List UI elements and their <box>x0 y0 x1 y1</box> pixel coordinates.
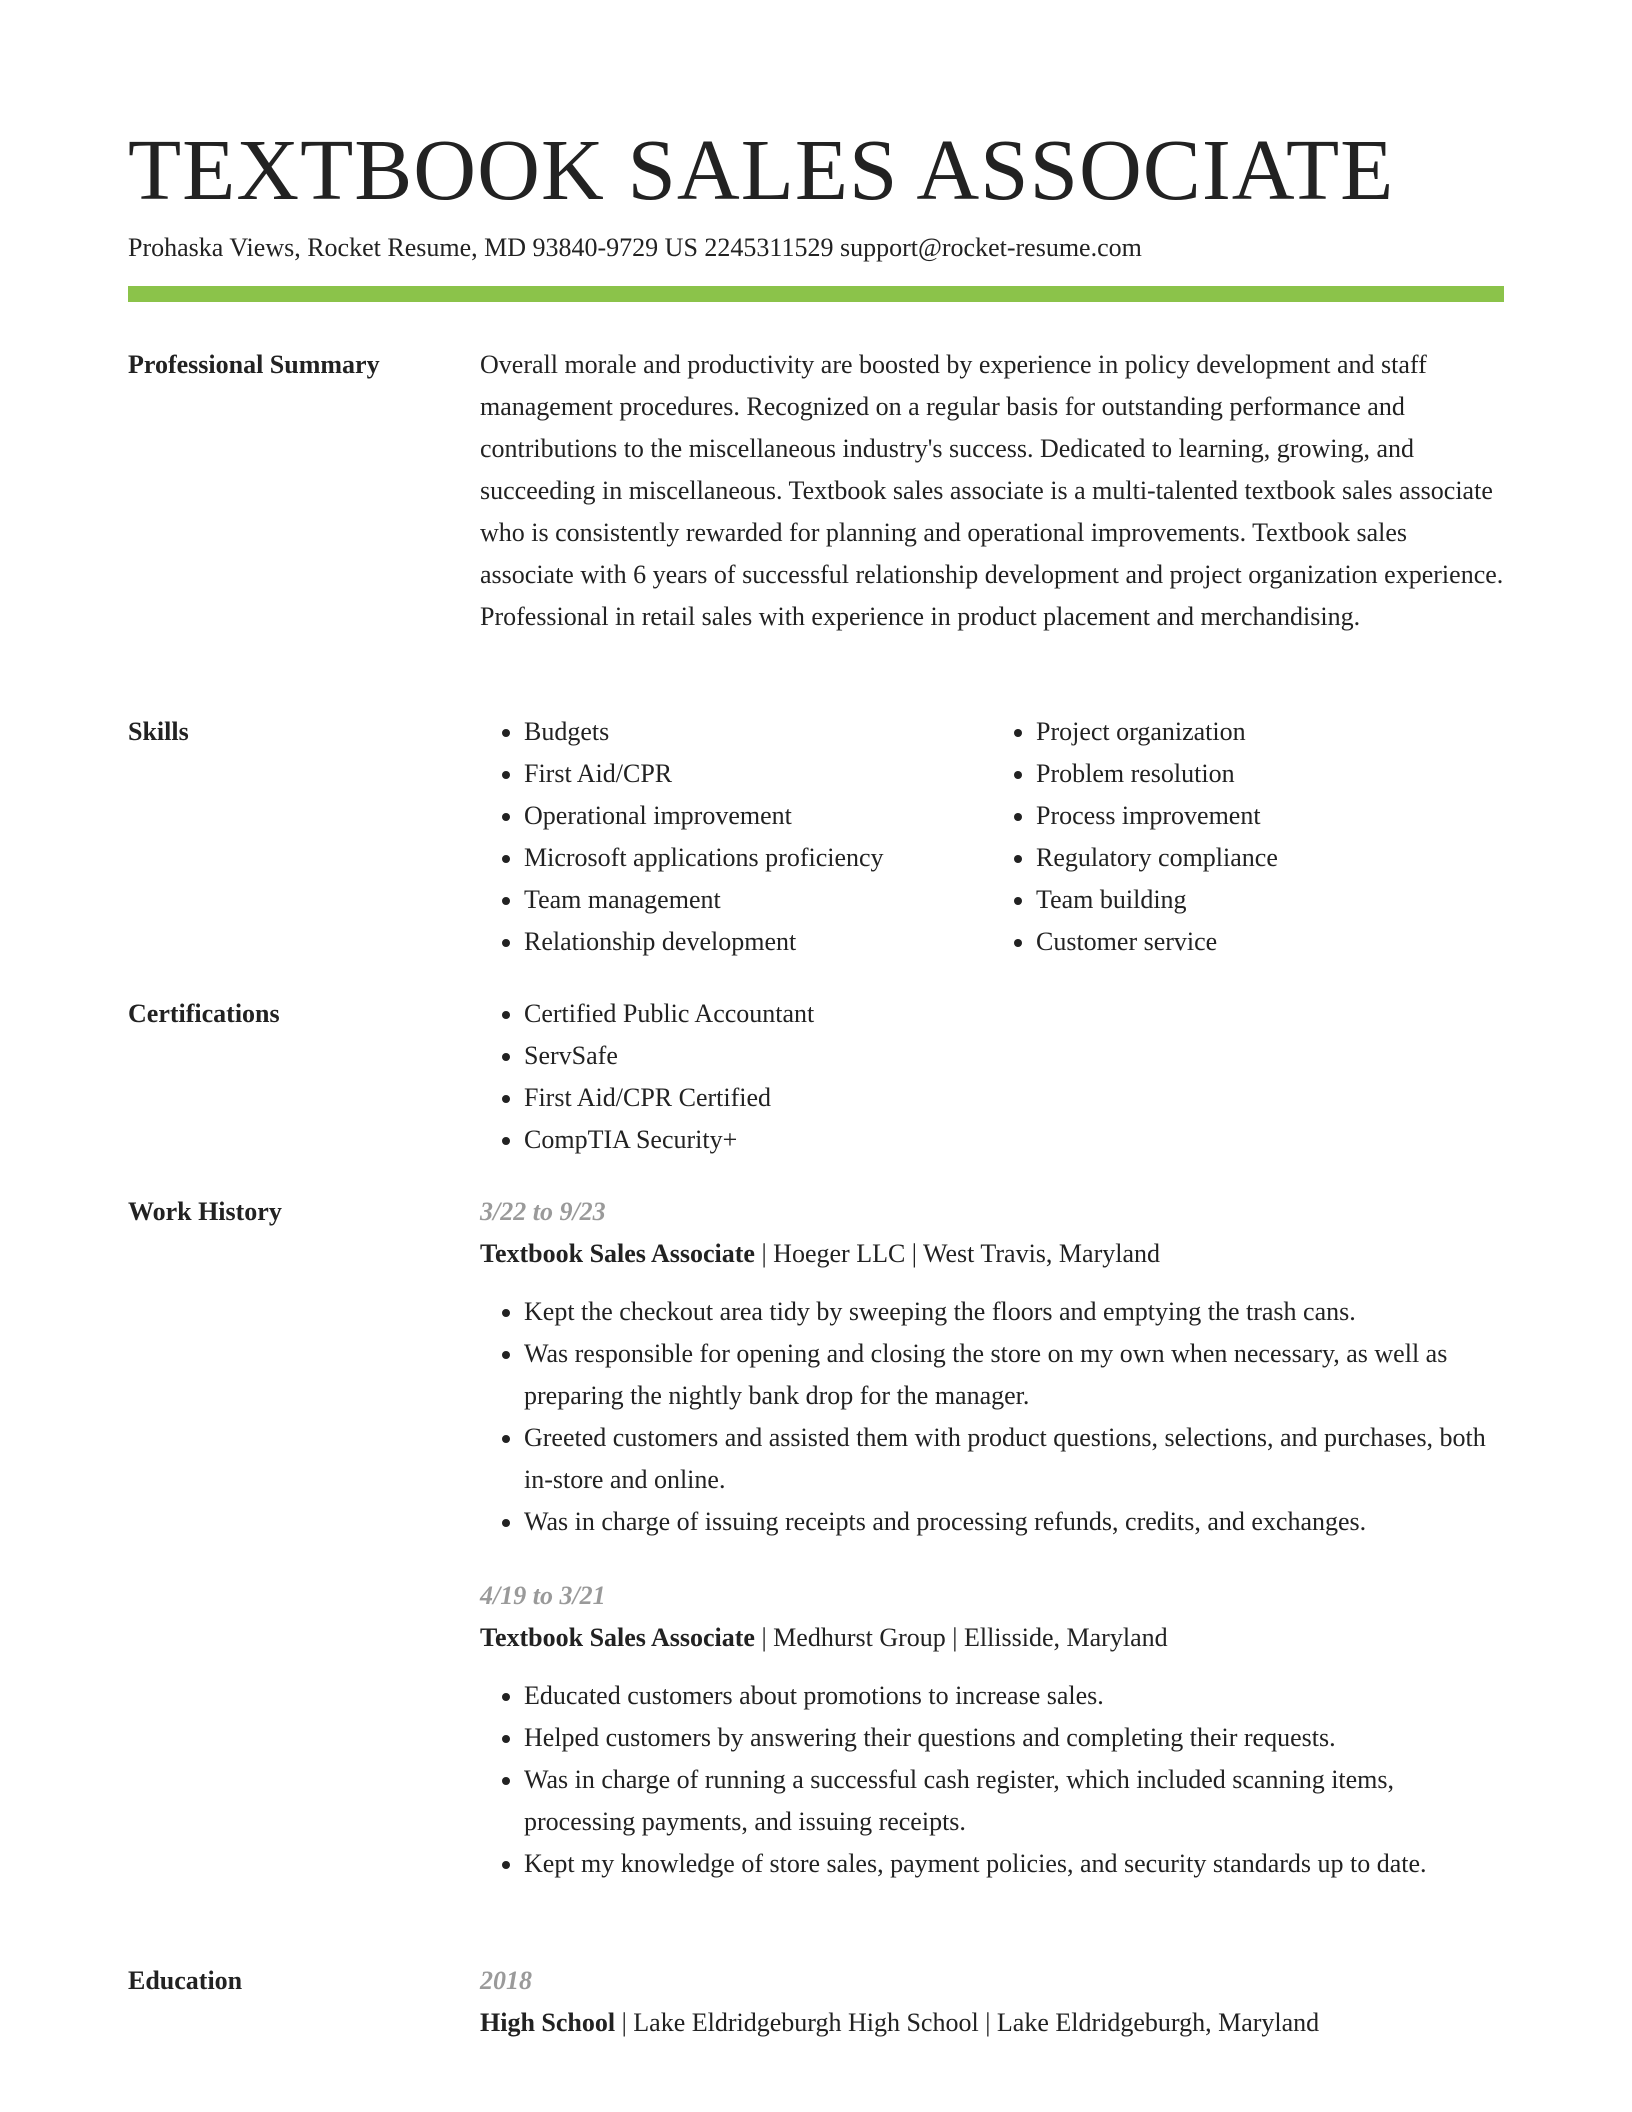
section-title-skills: Skills <box>128 717 189 746</box>
job-bullet: • Helped customers by answering their questions and completing their requests. <box>524 1717 1504 1759</box>
certification-item: • CompTIA Security+ <box>524 1119 1504 1161</box>
job-company-location: | Medhurst Group | Ellisside, Maryland <box>754 1623 1168 1652</box>
job-bullet: • Kept my knowledge of store sales, payment policies, and security standards up to date. <box>524 1843 1504 1885</box>
skill-item: • Project organization <box>1036 711 1504 753</box>
skill-item: • Team management <box>524 879 992 921</box>
skill-item: • Problem resolution <box>1036 753 1504 795</box>
education-degree: High School <box>480 2008 616 2037</box>
job-title-line <box>480 1233 1504 1275</box>
job-title-line <box>480 1617 1504 1659</box>
job-dates: 3/22 to 9/23 <box>480 1197 606 1226</box>
job-bullet: • Was in charge of issuing receipts and processing refunds, credits, and exchanges. <box>524 1501 1504 1543</box>
job-entry <box>480 1191 1504 1543</box>
skills-list-left <box>480 711 992 963</box>
section-title-certifications: Certifications <box>128 999 280 1028</box>
job-bullet: • Was responsible for opening and closing the store on my own when necessary, as well as preparing the nightly bank drop for the manager. <box>524 1333 1504 1417</box>
skill-item: • First Aid/CPR <box>524 753 992 795</box>
skill-item: • Budgets <box>524 711 992 753</box>
job-bullets <box>480 1291 1504 1543</box>
header-divider <box>128 286 1504 302</box>
job-bullets <box>480 1675 1504 1885</box>
skill-item: • Operational improvement <box>524 795 992 837</box>
job-bullet: • Was in charge of running a successful cash register, which included scanning items, processing payments, and issuing receipts. <box>524 1759 1504 1843</box>
summary-text: Overall morale and productivity are boosted by experience in policy development and staff management procedures. Recognized on a regular basis for outstanding performance and contributions to the miscellaneous industry's success. Dedicated to learning, growing, and succeeding in miscellaneous. Textbook sales associate is a multi-talented textbook sales associate who is consistently rewarded for planning and operational improvements. Textbook sales associate with 6 years of successful relationship development and project organization experience. Professional in retail sales with experience in product placement and merchandising. <box>480 350 1504 631</box>
skill-item: • Team building <box>1036 879 1504 921</box>
certification-item: • Certified Public Accountant <box>524 993 1504 1035</box>
skill-item: • Regulatory compliance <box>1036 837 1504 879</box>
certification-item: • First Aid/CPR Certified <box>524 1077 1504 1119</box>
job-company-location: | Hoeger LLC | West Travis, Maryland <box>754 1239 1160 1268</box>
certifications-list <box>480 993 1504 1161</box>
skill-item: • Customer service <box>1036 921 1504 963</box>
job-bullet: • Educated customers about promotions to increase sales. <box>524 1675 1504 1717</box>
education-line <box>480 2002 1504 2044</box>
job-role: Textbook Sales Associate <box>480 1239 755 1268</box>
resume-name-heading: TEXTBOOK SALES ASSOCIATE <box>128 121 1395 218</box>
section-title-summary: Professional Summary <box>128 350 380 379</box>
education-school-location: | Lake Eldridgeburgh High School | Lake Eldridgeburgh, Maryland <box>615 2008 1320 2037</box>
job-bullet: • Kept the checkout area tidy by sweeping the floors and emptying the trash cans. <box>524 1291 1504 1333</box>
job-dates: 4/19 to 3/21 <box>480 1581 606 1610</box>
skill-item: • Microsoft applications proficiency <box>524 837 992 879</box>
job-entry <box>480 1575 1504 1885</box>
certification-item: • ServSafe <box>524 1035 1504 1077</box>
section-title-work-history: Work History <box>128 1197 282 1226</box>
contact-line: Prohaska Views, Rocket Resume, MD 93840-9729 US 2245311529 support@rocket-resume.com <box>128 233 1142 262</box>
job-bullet: • Greeted customers and assisted them with product questions, selections, and purchases, both in-store and online. <box>524 1417 1504 1501</box>
skills-list-right <box>992 711 1504 963</box>
section-title-education: Education <box>128 1966 243 1995</box>
job-role: Textbook Sales Associate <box>480 1623 755 1652</box>
skill-item: • Process improvement <box>1036 795 1504 837</box>
skill-item: • Relationship development <box>524 921 992 963</box>
education-year: 2018 <box>480 1966 532 1995</box>
